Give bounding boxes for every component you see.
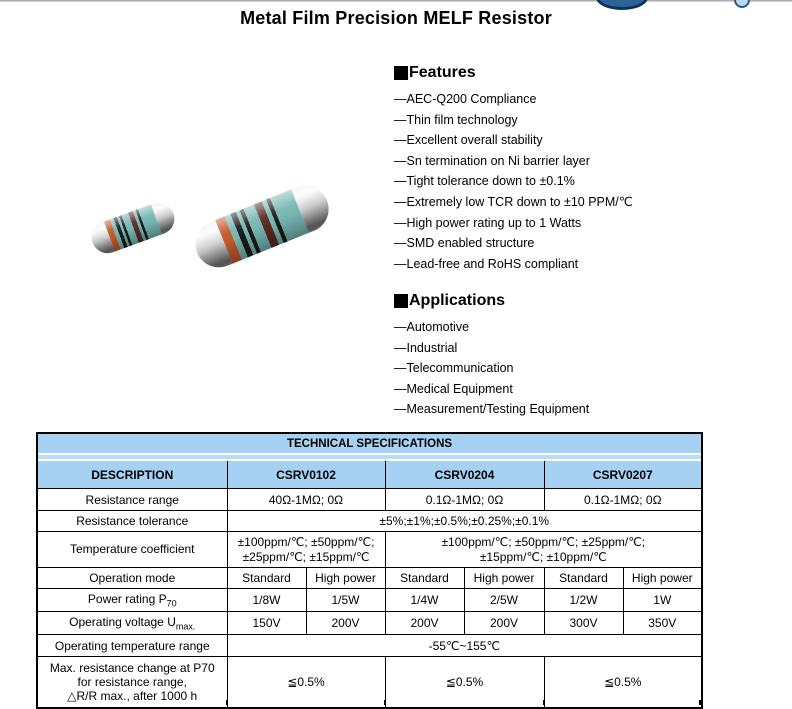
table-cell: High power xyxy=(464,568,544,589)
stub-line xyxy=(36,700,38,705)
table-cell: 1/8W xyxy=(227,589,306,612)
table-cell xyxy=(227,532,385,568)
header-csrv0204: CSRV0204 xyxy=(385,461,544,489)
stub-line xyxy=(226,700,227,705)
row-label: Operation mode xyxy=(37,568,227,589)
row-label: Operating temperature range xyxy=(37,635,227,657)
row-resistance-range xyxy=(37,489,702,511)
row-label: Resistance range xyxy=(37,489,227,511)
applications-section xyxy=(394,292,589,420)
feature-item: —High power rating up to 1 Watts xyxy=(394,215,582,230)
table-gap-band xyxy=(37,453,702,461)
feature-item: —Tight tolerance down to ±0.1% xyxy=(394,174,575,189)
stub-line xyxy=(384,700,385,705)
table-cell: 0.1Ω-1MΩ; 0Ω xyxy=(385,489,544,511)
table-cell: Standard xyxy=(227,568,306,589)
row-operating-temperature xyxy=(37,635,702,657)
table-cell: 300V xyxy=(544,612,623,635)
table-gap-row xyxy=(37,453,702,461)
features-heading-label: Features xyxy=(409,64,476,81)
header-description: DESCRIPTION xyxy=(37,461,227,489)
table-cell: 150V xyxy=(227,612,306,635)
table-cell: ≦0.5% xyxy=(385,657,544,709)
applications-heading xyxy=(394,292,589,310)
table-cell: 200V xyxy=(306,612,385,635)
feature-item: —Excellent overall stability xyxy=(394,133,543,148)
feature-item: —SMD enabled structure xyxy=(394,236,535,251)
table-cell: 200V xyxy=(385,612,464,635)
features-heading xyxy=(394,64,633,82)
row-label: Operating voltage $U_{max.}$ xyxy=(37,612,227,635)
table-cell: Standard xyxy=(385,568,464,589)
tc-line: ±15ppm/℃; ±10ppm/℃ xyxy=(479,549,607,564)
features-list xyxy=(394,89,633,274)
header-csrv0102: CSRV0102 xyxy=(227,461,385,489)
table-next-row-stub xyxy=(36,700,701,705)
table-cell: 2/5W xyxy=(464,589,544,612)
features-section xyxy=(394,64,633,274)
cylinder-shading xyxy=(188,178,335,274)
application-item: —Industrial xyxy=(394,340,458,355)
table-cell: High power xyxy=(306,568,385,589)
table-header-row xyxy=(37,461,702,489)
melf-resistor-small xyxy=(87,198,179,257)
table-cell: ≦0.5% xyxy=(227,657,385,709)
table-cell: 1/2W xyxy=(544,589,623,612)
row-label: Temperature coefficient xyxy=(37,532,227,568)
table-cell: 350V xyxy=(623,612,702,635)
cylinder-shading xyxy=(87,198,179,257)
applications-list xyxy=(394,317,589,420)
tc-line: ±25ppm/℃; ±15ppm/℃ xyxy=(242,549,370,564)
logo-dot-cutoff xyxy=(734,0,750,8)
page-top-rule xyxy=(0,0,792,2)
row-temperature-coefficient xyxy=(37,532,702,568)
row-label: Power rating $P_{70}$ xyxy=(37,589,227,612)
applications-heading-label: Applications xyxy=(409,292,506,309)
row-label: Max. resistance change at P70 for resistance range, △R/R max., after 1000 h xyxy=(37,657,227,709)
header-csrv0207: CSRV0207 xyxy=(544,461,702,489)
table-cell: High power xyxy=(623,568,702,589)
table-cell: Standard xyxy=(544,568,623,589)
row-operation-mode xyxy=(37,568,702,589)
feature-item: —AEC-Q200 Compliance xyxy=(394,92,537,106)
table-cell: 1/5W xyxy=(306,589,385,612)
feature-item: —Extremely low TCR down to ±10 PPM/℃ xyxy=(394,194,633,209)
table-title: TECHNICAL SPECIFICATIONS xyxy=(37,433,702,453)
table-cell: 0.1Ω-1MΩ; 0Ω xyxy=(544,489,702,511)
table-cell: 200V xyxy=(464,612,544,635)
table-cell: ≦0.5% xyxy=(544,657,702,709)
section-bullet-square-icon xyxy=(394,66,408,80)
melf-resistor-large xyxy=(188,178,335,274)
feature-item: —Thin film technology xyxy=(394,112,518,127)
table-cell: 1/4W xyxy=(385,589,464,612)
table-cell: 40Ω-1MΩ; 0Ω xyxy=(227,489,385,511)
tc-line: ±100ppm/℃; ±50ppm/℃; xyxy=(237,534,375,549)
application-item: —Telecommunication xyxy=(394,361,514,376)
row-power-rating xyxy=(37,589,702,612)
section-bullet-square-icon xyxy=(394,294,408,308)
stub-line xyxy=(699,700,701,705)
row-operating-voltage xyxy=(37,612,702,635)
table-cell: ±5%;±1%;±0.5%;±0.25%;±0.1% xyxy=(227,511,702,532)
row-label: Resistance tolerance xyxy=(37,511,227,532)
application-item: —Medical Equipment xyxy=(394,381,513,396)
table-cell: 1W xyxy=(623,589,702,612)
application-item: —Measurement/Testing Equipment xyxy=(394,402,590,417)
page-title: Metal Film Precision MELF Resistor xyxy=(240,8,552,28)
table-cell xyxy=(385,532,702,568)
row-resistance-tolerance xyxy=(37,511,702,532)
tc-line: ±100ppm/℃; ±50ppm/℃; ±25ppm/℃; xyxy=(441,534,646,549)
feature-item: —Lead-free and RoHS compliant xyxy=(394,256,579,271)
application-item: —Automotive xyxy=(394,320,470,334)
technical-specifications-table xyxy=(36,432,703,709)
feature-item: —Sn termination on Ni barrier layer xyxy=(394,153,590,168)
stub-line xyxy=(543,700,544,705)
table-cell: -55℃~155℃ xyxy=(227,635,702,657)
table-title-row xyxy=(37,433,702,453)
